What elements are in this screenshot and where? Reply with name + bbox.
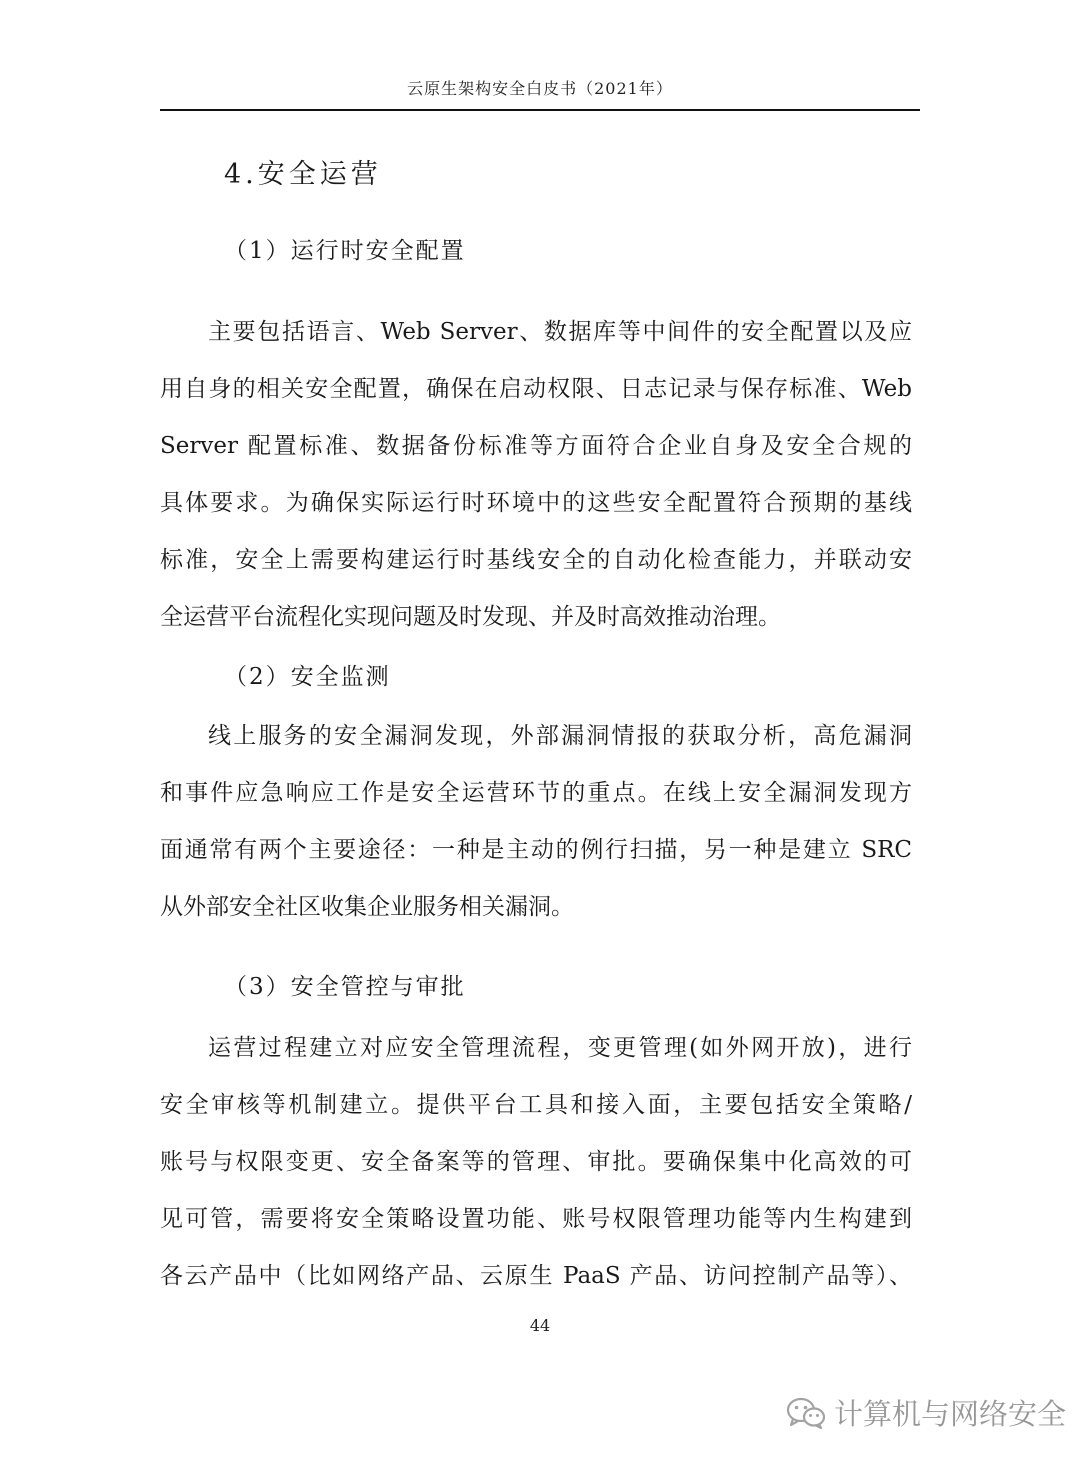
paragraph-line: 各云产品中（比如网络产品、云原生 PaaS 产品、访问控制产品等）、 bbox=[160, 1263, 912, 1289]
paragraph-line: 主要包括语言、Web Server、数据库等中间件的安全配置以及应 bbox=[208, 319, 912, 345]
subsection-heading-control-approval: （3）安全管控与审批 bbox=[224, 974, 466, 1000]
paragraph-runtime-config bbox=[160, 304, 912, 646]
wechat-icon bbox=[786, 1396, 826, 1430]
paragraph-line: 从外部安全社区收集企业服务相关漏洞。 bbox=[160, 894, 574, 920]
page-number: 44 bbox=[529, 1316, 551, 1335]
paragraph-line: 和事件应急响应工作是安全运营环节的重点。在线上安全漏洞发现方 bbox=[160, 780, 912, 806]
header-rule bbox=[160, 109, 920, 111]
running-header: 云原生架构安全白皮书（2021年） bbox=[407, 79, 673, 98]
watermark bbox=[786, 1392, 1066, 1433]
paragraph-line: 线上服务的安全漏洞发现，外部漏洞情报的获取分析，高危漏洞 bbox=[208, 723, 912, 749]
paragraph-monitoring bbox=[160, 708, 912, 936]
paragraph-line: 面通常有两个主要途径：一种是主动的例行扫描，另一种是建立 SRC bbox=[160, 837, 912, 863]
subsection-heading-monitoring: （2）安全监测 bbox=[224, 664, 391, 690]
paragraph-line: 运营过程建立对应安全管理流程，变更管理(如外网开放)，进行 bbox=[208, 1035, 912, 1061]
section-title: 4.安全运营 bbox=[224, 159, 382, 190]
paragraph-line: 全运营平台流程化实现问题及时发现、并及时高效推动治理。 bbox=[160, 604, 781, 630]
paragraph-line: 账号与权限变更、安全备案等的管理、审批。要确保集中化高效的可 bbox=[160, 1149, 912, 1175]
paragraph-line: 标准，安全上需要构建运行时基线安全的自动化检查能力，并联动安 bbox=[160, 547, 912, 573]
paragraph-line: 具体要求。为确保实际运行时环境中的这些安全配置符合预期的基线 bbox=[160, 490, 912, 516]
paragraph-line: 见可管，需要将安全策略设置功能、账号权限管理功能等内生构建到 bbox=[160, 1206, 912, 1232]
paragraph-line: 用自身的相关安全配置，确保在启动权限、日志记录与保存标准、Web bbox=[160, 376, 912, 402]
subsection-heading-runtime-config: （1）运行时安全配置 bbox=[224, 238, 466, 264]
paragraph-line: Server 配置标准、数据备份标准等方面符合企业自身及安全合规的 bbox=[160, 433, 912, 459]
paragraph-line: 安全审核等机制建立。提供平台工具和接入面，主要包括安全策略/ bbox=[160, 1092, 912, 1118]
watermark-text: 计算机与网络安全 bbox=[834, 1397, 1067, 1431]
paragraph-control-approval bbox=[160, 1020, 912, 1305]
